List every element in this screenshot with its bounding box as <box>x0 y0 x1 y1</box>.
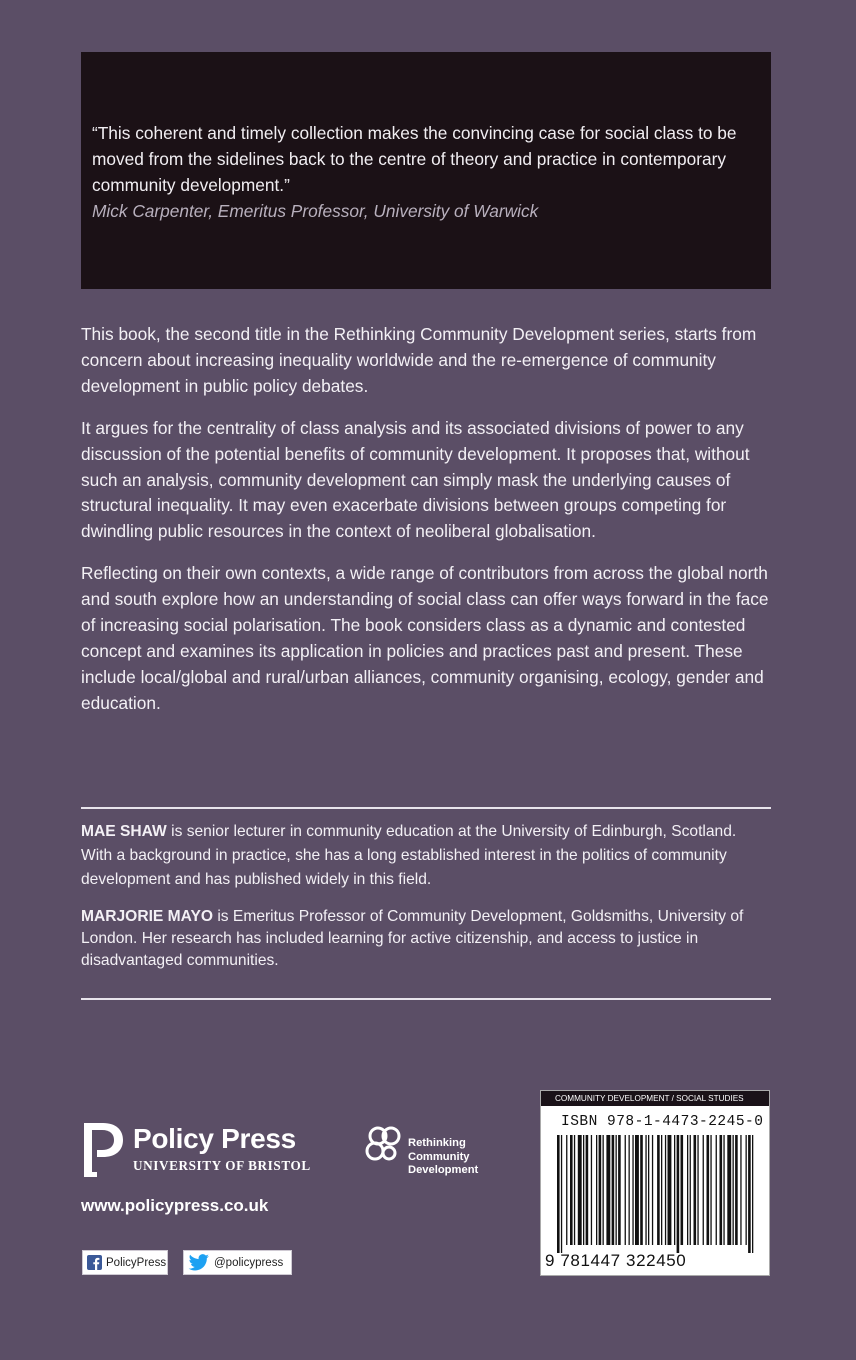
barcode-bar <box>648 1135 649 1245</box>
isbn-label: ISBN 978-1-4473-2245-0 <box>561 1114 764 1130</box>
facebook-icon <box>87 1255 102 1270</box>
barcode-bar <box>612 1135 615 1245</box>
endorsement-attribution: Mick Carpenter, Emeritus Professor, University of Warwick <box>92 201 539 221</box>
barcode-bar <box>740 1135 741 1245</box>
barcode-bar <box>599 1135 602 1245</box>
author-name-1: MAE SHAW <box>81 823 167 840</box>
barcode-bar <box>690 1135 691 1245</box>
barcode-bar <box>625 1135 626 1245</box>
series-line-1: Rethinking <box>408 1137 466 1149</box>
barcode-bar <box>723 1135 724 1245</box>
publisher-subtitle: UNIVERSITY OF BRISTOL <box>133 1158 311 1173</box>
twitter-label: @policypress <box>214 1256 284 1269</box>
barcode-bar <box>616 1135 617 1245</box>
barcode-bar <box>574 1135 575 1245</box>
barcode-panel <box>540 1090 770 1276</box>
barcode-bar <box>578 1135 582 1245</box>
twitter-icon <box>188 1254 210 1272</box>
barcode-bar <box>591 1135 592 1245</box>
barcode-bar <box>570 1135 573 1245</box>
facebook-label: PolicyPress <box>106 1256 167 1269</box>
author-name-2: MARJORIE MAYO <box>81 908 213 925</box>
barcode-bar <box>716 1135 717 1245</box>
barcode-bar <box>618 1135 621 1245</box>
barcode-bar <box>668 1135 672 1245</box>
book-description <box>81 322 781 733</box>
subject-category: COMMUNITY DEVELOPMENT / SOCIAL STUDIES <box>541 1091 769 1106</box>
barcode-bar <box>687 1135 688 1245</box>
barcode-bar <box>694 1135 697 1245</box>
barcode-bar <box>746 1135 747 1245</box>
barcode-digits: 9 781447 322450 <box>545 1251 687 1270</box>
barcode-bar <box>710 1135 711 1245</box>
barcode-bar <box>583 1135 584 1245</box>
barcode-bar <box>635 1135 639 1245</box>
barcode-bar <box>748 1135 751 1253</box>
rethinking-series-logo-icon <box>364 1122 406 1166</box>
barcode-bar <box>727 1135 731 1245</box>
endorsement-quote: “This coherent and timely collection makes the convincing case for social class to be moved from the sidelines back to the centre of theory and practice in contemporary community development.” <box>92 123 737 195</box>
barcode-bar <box>566 1135 567 1245</box>
barcode-bar <box>703 1135 704 1245</box>
barcode-bar <box>674 1135 675 1245</box>
barcode-bar <box>586 1135 589 1245</box>
description-paragraph-2: It argues for the centrality of class analysis and its associated divisions of power to any discussion of the potential benefits of community development. It proposes that, without such an analysis, community development can simply mask the underlying causes of structural inequality. It may even exacerbate divisions between groups competing for dwindling public resources in the context of neoliberal globalisation. <box>81 417 750 542</box>
barcode-bar <box>632 1135 633 1245</box>
barcode-bar <box>561 1135 562 1253</box>
barcode-bar <box>640 1135 643 1245</box>
barcode-bar <box>629 1135 630 1245</box>
author-bio-2 <box>81 906 771 972</box>
barcode-bar <box>720 1135 723 1245</box>
policy-press-logo <box>81 1120 321 1176</box>
barcode-bar <box>645 1135 646 1245</box>
barcode-icon <box>555 1135 755 1253</box>
barcode-bar <box>681 1135 684 1245</box>
author-bios <box>81 820 771 986</box>
barcode-bar <box>735 1135 738 1245</box>
barcode-bar <box>652 1135 653 1245</box>
endorsement-quote-box <box>81 52 771 289</box>
barcode-bar <box>697 1135 698 1245</box>
twitter-badge[interactable] <box>183 1250 292 1275</box>
author-bio-text-2: is Emeritus Professor of Community Development, Goldsmiths, University of London. Her research has included learning for active citizenship, and access to justice in disadvantaged communities. <box>81 908 744 969</box>
publisher-name: Policy Press <box>133 1123 296 1154</box>
publisher-website-link[interactable]: www.policypress.co.uk <box>81 1196 269 1215</box>
barcode-bar <box>657 1135 660 1245</box>
barcode-bar <box>752 1135 753 1253</box>
divider-bottom <box>81 998 771 1000</box>
barcode-bar <box>606 1135 610 1245</box>
description-paragraph-1: This book, the second title in the Rethinking Community Development series, starts from concern about increasing inequality worldwide and the re-emergence of community development in public policy debates. <box>81 324 757 396</box>
series-name <box>408 1137 478 1178</box>
barcode-bar <box>557 1135 560 1253</box>
barcode-bar <box>677 1135 680 1253</box>
facebook-badge[interactable] <box>82 1250 168 1275</box>
barcode-bar <box>665 1135 666 1245</box>
series-line-2: Community <box>408 1150 470 1163</box>
barcode-bar <box>707 1135 710 1245</box>
barcode-bar <box>661 1135 662 1245</box>
series-line-3: Development <box>408 1164 479 1176</box>
barcode-bar <box>733 1135 734 1245</box>
policy-press-logo-icon <box>81 1120 125 1180</box>
author-bio-text-1: is senior lecturer in community education at the University of Edinburgh, Scotland. With a background in practice, she has a long established interest in the politics of community development and has published widely in this field. <box>81 823 737 888</box>
divider-top <box>81 807 771 809</box>
author-bio-1 <box>81 820 771 892</box>
description-paragraph-3: Reflecting on their own contexts, a wide range of contributors from across the global north and south explore how an understanding of social class can offer ways forward in the face of increasing social polarisation. The book considers class as a dynamic and contested concept and examines its application in policies and practices past and present. These include local/global and rural/urban alliances, community organising, ecology, gender and education. <box>81 563 769 713</box>
barcode-bar <box>603 1135 604 1245</box>
rethinking-series-logo <box>364 1122 504 1182</box>
barcode-bar <box>596 1135 597 1245</box>
